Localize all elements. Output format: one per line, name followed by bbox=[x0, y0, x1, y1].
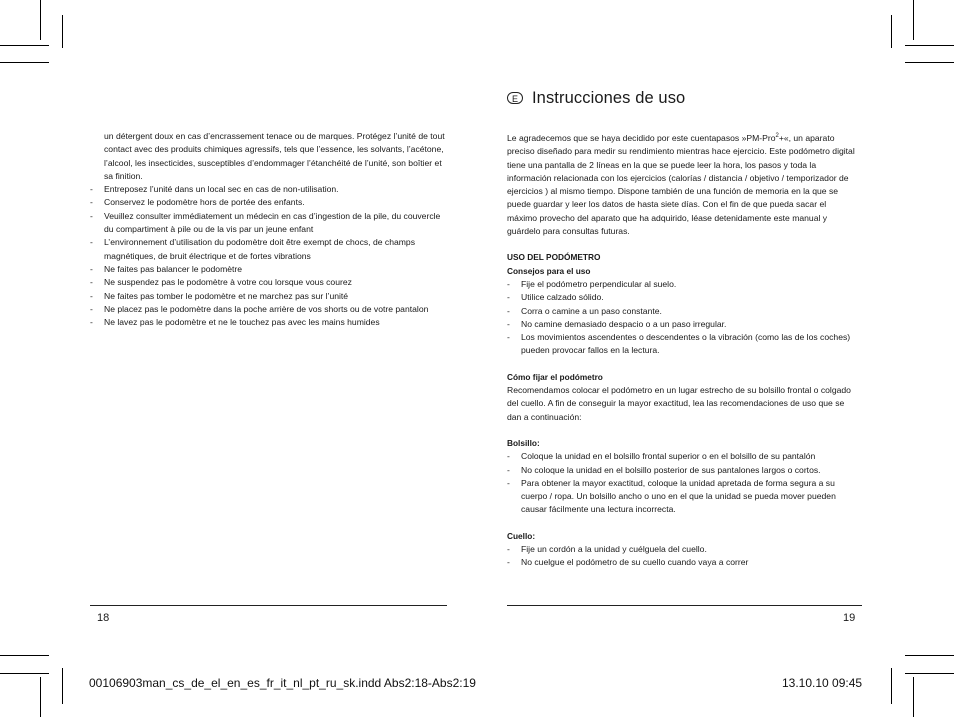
list-item bbox=[507, 305, 857, 318]
list-item bbox=[90, 236, 448, 263]
list-item-text: Fije un cordón a la unidad y cuélguela del cuello. bbox=[521, 544, 707, 555]
bullet-dash: - bbox=[90, 197, 93, 208]
intro-superscript: 2 bbox=[775, 133, 779, 140]
crop-mark bbox=[40, 677, 41, 717]
list-item-text: Corra o camine a un paso constante. bbox=[521, 305, 662, 316]
list-item bbox=[507, 556, 857, 569]
list-item-text: No coloque la unidad en el bolsillo posterior de sus pantalones largos o cortos. bbox=[521, 464, 821, 475]
bullet-dash: - bbox=[507, 544, 510, 555]
bullet-dash: - bbox=[507, 464, 510, 475]
list-item bbox=[90, 183, 448, 196]
crop-mark bbox=[0, 62, 49, 63]
intro-text-end: +«, un aparato preciso diseñado para medir su rendimiento mientras hace ejercicio. Este podómetro digital tiene una pantalla de 2 líneas en la que se puede leer la hora, los pasos y toda la información relacionada con los ejercicios (calorías / distancia / objetivo / temporizador de ejercicios ) al mismo tiempo. Dispone también de una función de memoria en la que se puede guardar y leer los datos de hasta siete días. Con el fin de que pueda sacar el máximo provecho del aparato que ha adquirido, léase detenidamente este manual y guárdelo para consultas futuras. bbox=[507, 133, 855, 237]
list-item-text: L’environnement d’utilisation du podomètre doit être exempt de chocs, de champs magnétiques, de bruit électrique et de fortes vibrations bbox=[104, 237, 415, 261]
list-item bbox=[507, 318, 857, 331]
list-item bbox=[90, 290, 448, 303]
crop-mark bbox=[0, 655, 49, 656]
list-item bbox=[90, 316, 448, 329]
intro-text-start: Le agradecemos que se haya decidido por este cuentapasos »PM-Pro bbox=[507, 133, 776, 143]
list-item-text: Ne lavez pas le podomètre et ne le touchez pas avec les mains humides bbox=[104, 317, 380, 328]
fix-paragraph: Recomendamos colocar el podómetro en un lugar estrecho de su bolsillo frontal o colgado del cuello. A fin de conseguir la mayor exactitud, lea las recomendaciones de uso que se dan a continuación: bbox=[507, 385, 851, 422]
bullet-dash: - bbox=[507, 477, 510, 488]
list-item bbox=[507, 543, 857, 556]
pocket-list bbox=[507, 450, 857, 516]
bullet-dash: - bbox=[507, 278, 510, 289]
list-item-text: Ne faites pas tomber le podomètre et ne marchez pas sur l’unité bbox=[104, 290, 349, 301]
crop-mark bbox=[905, 45, 954, 46]
neck-list bbox=[507, 543, 857, 570]
care-list bbox=[90, 183, 448, 329]
crop-mark bbox=[891, 668, 892, 704]
crop-mark bbox=[905, 655, 954, 656]
bullet-dash: - bbox=[507, 292, 510, 303]
list-item bbox=[507, 450, 857, 463]
list-item-text: Veuillez consulter immédiatement un médecin en cas d’ingestion de la pile, du couvercle du compartiment à pile ou de la vis par un jeune enfant bbox=[104, 210, 441, 235]
list-item-text: Para obtener la mayor exactitud, coloque la unidad apretada de forma segura a su cuerpo / ropa. Un bolsillo ancho o uno en el que la unidad se pueda mover pueden causar fácilmente una lectura incorrecta. bbox=[521, 477, 836, 515]
list-item bbox=[507, 331, 857, 358]
advice-list bbox=[507, 278, 857, 358]
language-badge: E bbox=[507, 92, 523, 104]
list-item-text: Coloque la unidad en el bolsillo frontal superior o en el bolsillo de su pantalón bbox=[521, 451, 816, 462]
bullet-dash: - bbox=[90, 303, 93, 314]
footer-file-info: 00106903man_cs_de_el_en_es_fr_it_nl_pt_ru_sk.indd Abs2:18-Abs2:19 bbox=[89, 676, 476, 690]
continuation-paragraph: un détergent doux en cas d’encrassement tenace ou de marques. Protégez l’unité de tout contact avec des produits chimiques agressifs, tels que l’essence, les solvants, l’acétone, l’alcool, les insecticides, susceptibles d’endommager l’étanchéité de l’unité, son boîtier et sa finition. bbox=[104, 131, 445, 181]
list-item-text: Conservez le podomètre hors de portée des enfants. bbox=[104, 197, 305, 208]
crop-mark bbox=[891, 15, 892, 48]
list-item-text: Fije el podómetro perpendicular al suelo. bbox=[521, 278, 677, 289]
footer-datetime: 13.10.10 09:45 bbox=[782, 676, 863, 690]
bullet-dash: - bbox=[90, 237, 93, 248]
usage-section-title: USO DEL PODÓMETRO bbox=[507, 252, 601, 263]
list-item-text: No cuelgue el podómetro de su cuello cuando vaya a correr bbox=[521, 557, 749, 568]
crop-mark bbox=[905, 673, 954, 674]
page-number-left: 18 bbox=[97, 612, 110, 624]
bullet-dash: - bbox=[507, 557, 510, 568]
list-item-text: Ne suspendez pas le podomètre à votre cou lorsque vous courez bbox=[104, 277, 352, 288]
crop-mark bbox=[905, 62, 954, 63]
crop-mark bbox=[62, 15, 63, 48]
list-item-text: Utilice calzado sólido. bbox=[521, 292, 604, 303]
list-item bbox=[507, 477, 857, 517]
advice-title: Consejos para el uso bbox=[507, 265, 591, 276]
list-item-text: Los movimientos ascendentes o descendentes o la vibración (como las de los coches) pueden provocar fallos en la lectura. bbox=[521, 332, 851, 356]
page-number-right: 19 bbox=[843, 612, 856, 624]
fix-title: Cómo fijar el podómetro bbox=[507, 371, 603, 382]
crop-mark bbox=[913, 0, 914, 40]
list-item bbox=[90, 303, 448, 316]
list-item bbox=[90, 196, 448, 209]
bullet-dash: - bbox=[90, 184, 93, 195]
crop-mark bbox=[0, 45, 49, 46]
bullet-dash: - bbox=[90, 317, 93, 328]
bullet-dash: - bbox=[507, 451, 510, 462]
bullet-dash: - bbox=[90, 263, 93, 274]
right-page-text bbox=[507, 132, 857, 570]
bullet-dash: - bbox=[90, 290, 93, 301]
page-title: Instrucciones de uso bbox=[532, 89, 686, 107]
neck-title: Cuello: bbox=[507, 530, 536, 541]
list-item bbox=[507, 464, 857, 477]
crop-mark bbox=[40, 0, 41, 40]
list-item bbox=[507, 291, 857, 304]
list-item bbox=[90, 263, 448, 276]
list-item-text: Ne faites pas balancer le podomètre bbox=[104, 263, 243, 274]
bullet-dash: - bbox=[507, 318, 510, 329]
left-page-text bbox=[90, 130, 448, 329]
bullet-dash: - bbox=[507, 305, 510, 316]
list-item bbox=[507, 278, 857, 291]
list-item-text: Entreposez l’unité dans un local sec en cas de non-utilisation. bbox=[104, 184, 339, 195]
section-heading bbox=[507, 88, 685, 108]
list-item-text: Ne placez pas le podomètre dans la poche arrière de vos shorts ou de votre pantalon bbox=[104, 303, 429, 314]
pocket-title: Bolsillo: bbox=[507, 437, 540, 448]
crop-mark bbox=[62, 668, 63, 704]
list-item bbox=[90, 276, 448, 289]
crop-mark bbox=[0, 673, 49, 674]
intro-paragraph bbox=[507, 132, 857, 238]
bullet-dash: - bbox=[90, 277, 93, 288]
bullet-dash: - bbox=[90, 210, 93, 221]
list-item bbox=[90, 210, 448, 237]
list-item-text: No camine demasiado despacio o a un paso irregular. bbox=[521, 318, 727, 329]
crop-mark bbox=[913, 677, 914, 717]
bullet-dash: - bbox=[507, 332, 510, 343]
left-page-rule bbox=[90, 605, 447, 606]
right-page-rule bbox=[507, 605, 862, 606]
